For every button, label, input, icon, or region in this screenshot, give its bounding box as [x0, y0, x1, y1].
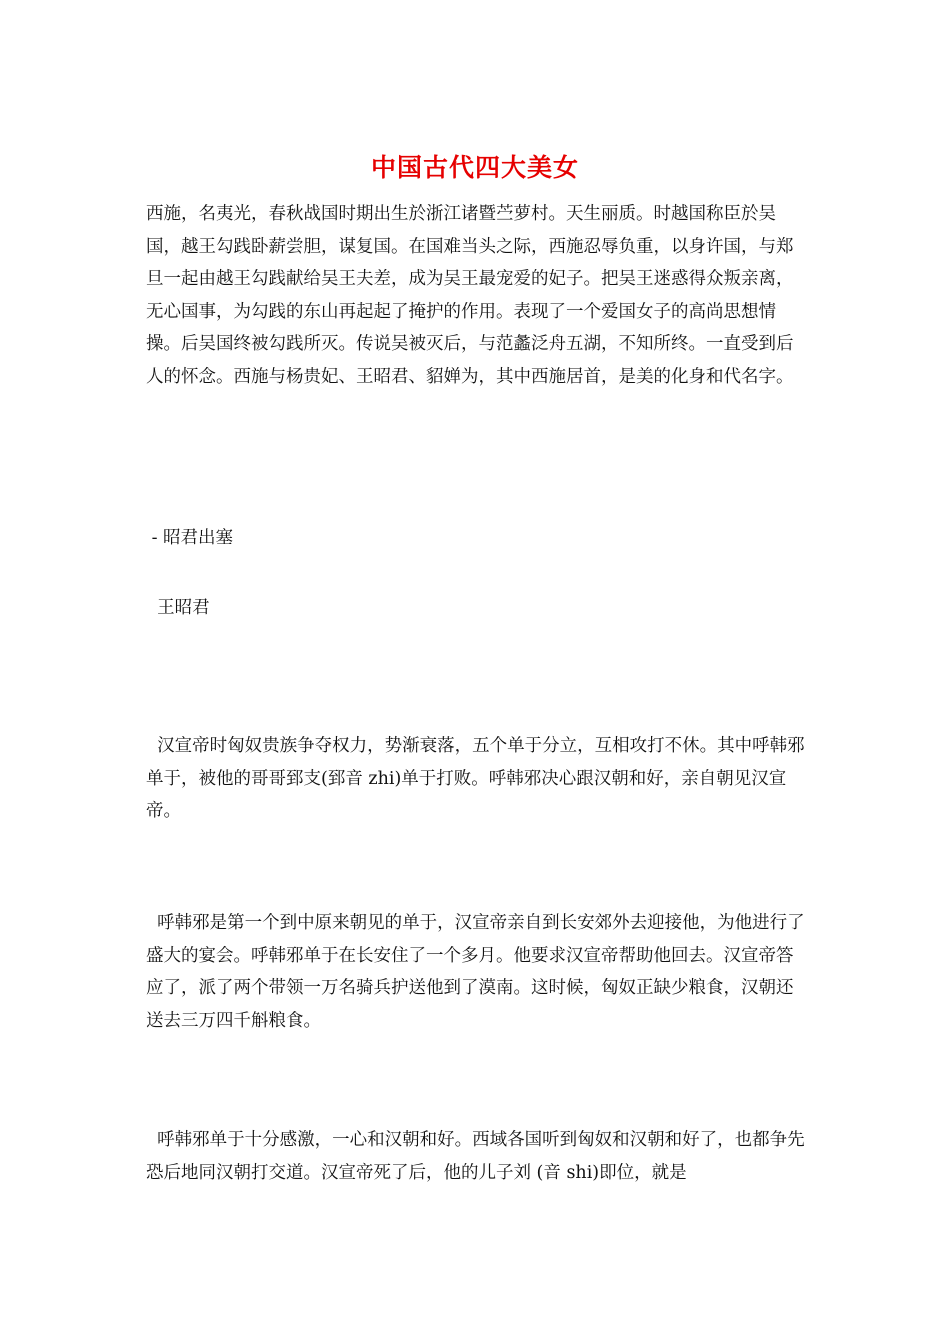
- document-title: 中国古代四大美女: [370, 153, 579, 182]
- section-heading-zhaojun: - 昭君出塞: [146, 528, 234, 548]
- paragraph-huhanye-1: 汉宣帝时匈奴贵族争夺权力，势渐衰落，五个单于分立，互相攻打不休。其中呼韩邪单于，被他的哥哥郅支(郅音 zhi)单于打败。呼韩邪决心跟汉朝和好，亲自朝见汉宣帝。: [146, 736, 805, 821]
- subheading-wang-zhaojun: 王昭君: [146, 598, 210, 618]
- paragraph-xishi: 西施，名夷光，春秋战国时期出生於浙江诸暨苎萝村。天生丽质。时越国称臣於吴国，越王勾践卧薪尝胆，谋复国。在国难当头之际，西施忍辱负重，以身许国，与郑旦一起由越王勾践献给吴王夫差，成为吴王最宠爱的妃子。把吴王迷惑得众叛亲离，无心国事，为勾践的东山再起起了掩护的作用。表现了一个爱国女子的高尚思想情操。后吴国终被勾践所灭。传说吴被灭后，与范蠡泛舟五湖，不知所终。一直受到后人的怀念。西施与杨贵妃、王昭君、貂婵为，其中西施居首，是美的化身和代名字。: [146, 204, 794, 387]
- paragraph-huhanye-2: 呼韩邪是第一个到中原来朝见的单于，汉宣帝亲自到长安郊外去迎接他，为他进行了盛大的宴会。呼韩邪单于在长安住了一个多月。他要求汉宣帝帮助他回去。汉宣帝答应了，派了两个带领一万名骑兵护送他到了漠南。这时候，匈奴正缺少粮食，汉朝还送去三万四千斛粮食。: [146, 913, 805, 1031]
- paragraph-huhanye-3: 呼韩邪单于十分感激，一心和汉朝和好。西域各国听到匈奴和汉朝和好了，也都争先恐后地同汉朝打交道。汉宣帝死了后，他的儿子刘 (音 shi)即位，就是: [146, 1130, 805, 1183]
